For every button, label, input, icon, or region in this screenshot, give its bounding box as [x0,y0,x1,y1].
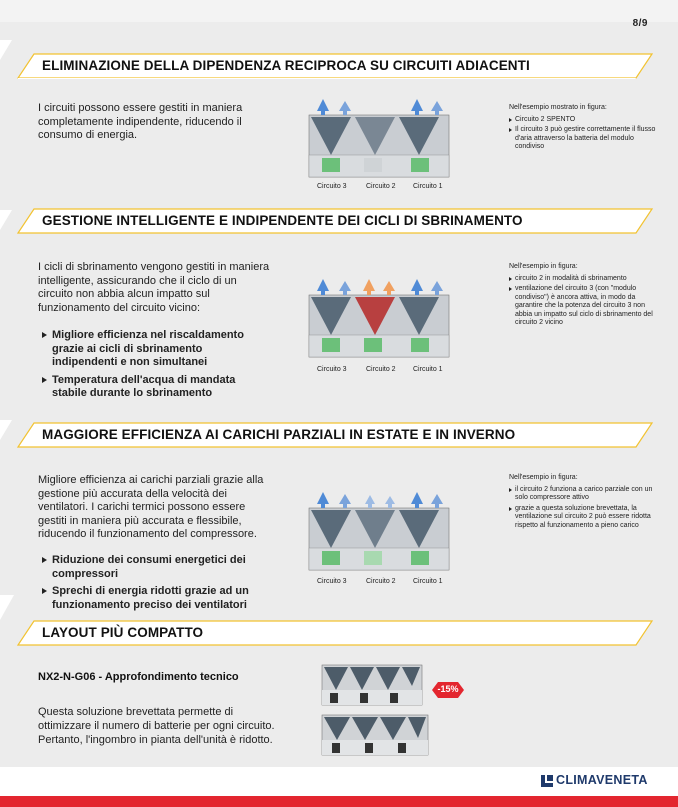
benefit-list [42,554,267,616]
section-header-4 [14,620,654,646]
example-note-3 [509,474,659,532]
note-bullet: Il circuito 3 può gestire correttamente il flusso d'aria attraverso la batteria del modulo condiviso [509,126,659,152]
note-intro: Nell'esempio mostrato in figura: [509,104,607,111]
note-bullet: ventilazione del circuito 3 (con "modulo condiviso") è ancora attiva, in modo da garantire che la potenza del circuito 3 non abbia un impatto sul ciclo di sbrinamento del circuito 2 vicino [509,285,659,328]
example-note-2 [509,263,659,330]
note-bullet: Circuito 2 SPENTO [509,116,659,125]
circuit-label-2: Circuito 2 [366,578,396,585]
benefit-item: Riduzione dei consumi energetici dei compressori [42,554,267,581]
section-header-1 [14,53,654,79]
circuit-label-2: Circuito 2 [366,366,396,373]
unit-illustration-2 [307,275,453,375]
chiller-image [307,95,453,195]
example-note-1 [509,104,659,154]
reduction-value: -15% [437,684,459,694]
top-band [0,0,678,22]
section-text: I cicli di sbrinamento vengono gestiti in maniera intelligente, assicurando che il ciclo di un circuito non abbia alcun impatto sul funzionamento del circuito vicino: [38,261,270,314]
benefit-list [42,329,262,405]
technical-subtitle: NX2-N-G06 - Approfondimento tecnico [38,671,239,683]
section-header-2 [14,208,654,234]
benefit-item: Migliore efficienza nel riscaldamento grazie ai cicli di sbrinamento indipendenti e non simultanei [42,329,262,370]
section-title: MAGGIORE EFFICIENZA AI CARICHI PARZIALI IN ESTATE E IN INVERNO [42,427,516,442]
circuit-label-2: Circuito 2 [366,183,396,190]
section-header-3 [14,422,654,448]
brand-mark-icon [541,773,553,787]
circuit-label-1: Circuito 1 [413,183,443,190]
circuit-label-3: Circuito 3 [317,183,347,190]
note-bullet: circuito 2 in modalità di sbrinamento [509,275,659,284]
section-text: Questa soluzione brevettata permette di ottimizzare il numero di batterie per ogni circuito. Pertanto, l'ingombro in pianta dell'unità è ridotto. [38,706,275,746]
unit-illustration-3 [307,488,453,588]
page-number: 8/9 [632,18,648,29]
footer-red-bar [0,796,678,807]
chiller-image [307,275,453,375]
layout-comparison-image [320,660,430,760]
note-intro: Nell'esempio in figura: [509,263,578,270]
circuit-label-1: Circuito 1 [413,578,443,585]
section-text: Migliore efficienza ai carichi parziali grazie alla gestione più accurata della velocità dei ventilatori. I carichi termici possono essere gestiti in maniera più accurata e flessibile, riducendo il funzionamento del compressore. [38,474,264,540]
benefit-item: Temperatura dell'acqua di mandata stabile durante lo sbrinamento [42,374,262,401]
chiller-image [307,488,453,588]
circuit-label-1: Circuito 1 [413,366,443,373]
section-title: LAYOUT PIÙ COMPATTO [42,625,204,640]
benefit-item: Sprechi di energia ridotti grazie ad un funzionamento preciso dei ventilatori [42,585,267,612]
section-title: ELIMINAZIONE DELLA DIPENDENZA RECIPROCA SU CIRCUITI ADIACENTI [42,58,530,73]
brand-logo [541,773,648,787]
reduction-badge [432,680,464,700]
circuit-label-3: Circuito 3 [317,366,347,373]
left-slash-decoration [0,40,20,640]
section-title: GESTIONE INTELLIGENTE E INDIPENDENTE DEI CICLI DI SBRINAMENTO [42,213,523,228]
note-intro: Nell'esempio in figura: [509,474,578,481]
section-text: I circuiti possono essere gestiti in maniera completamente indipendente, riducendo il consumo di energia. [38,102,243,141]
note-bullet: grazie a questa soluzione brevettata, la ventilazione sul circuito 2 può essere ridotta rispetto al funzionamento a pieno carico [509,505,659,531]
unit-illustration-1 [307,95,453,195]
circuit-label-3: Circuito 3 [317,578,347,585]
brand-name: CLIMAVENETA [556,773,648,787]
note-bullet: il circuito 2 funziona a carico parziale con un solo compressore attivo [509,486,659,503]
